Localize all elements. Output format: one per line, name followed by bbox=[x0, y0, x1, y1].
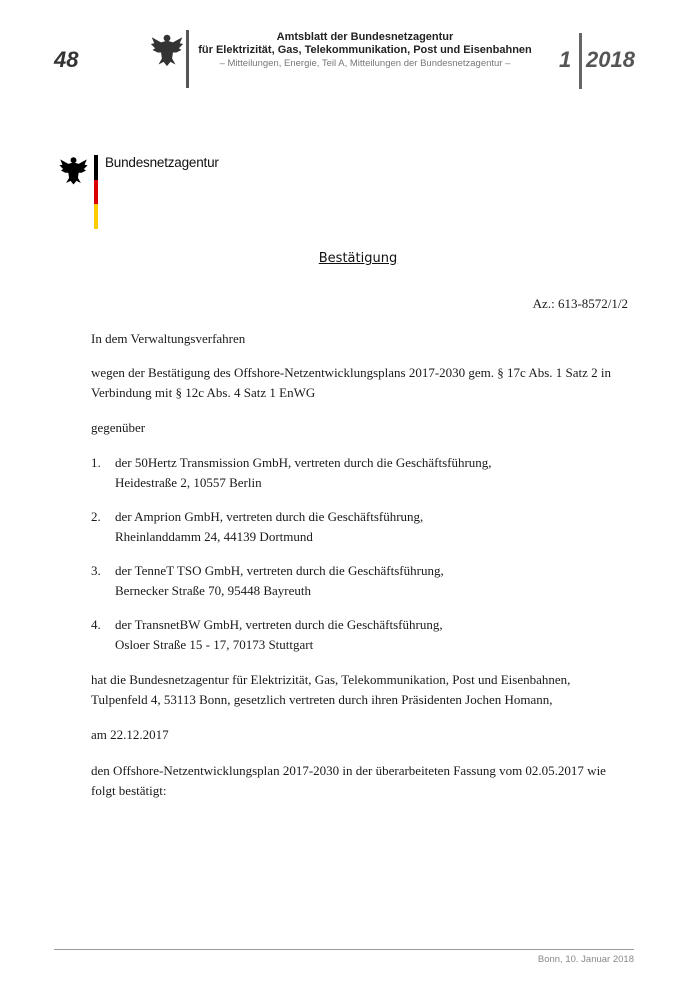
subject-text bbox=[91, 363, 621, 403]
journal-subtitle: – Mitteilungen, Energie, Teil A, Mitteilungen der Bundesnetzagentur – bbox=[219, 58, 511, 69]
issue-number: 1 bbox=[559, 47, 572, 72]
issue-divider bbox=[579, 33, 582, 89]
journal-title-line2: für Elektrizität, Gas, Telekommunikation, Post und Eisenbahnen bbox=[198, 43, 532, 56]
party-number: 1. bbox=[91, 455, 101, 470]
authority-text bbox=[91, 670, 621, 710]
party-number: 2. bbox=[91, 509, 101, 524]
page-number: 48 bbox=[54, 47, 79, 72]
flag-stripe-gold bbox=[94, 204, 98, 229]
footer-date: Bonn, 10. Januar 2018 bbox=[537, 954, 634, 965]
party-number: 3. bbox=[91, 563, 101, 578]
reference-number: Az.: 613-8572/1/2 bbox=[532, 296, 628, 311]
issue-year: 2018 bbox=[586, 47, 635, 72]
header-divider bbox=[186, 30, 189, 88]
party-name: der TenneT TSO GmbH, vertreten durch die Geschäftsführung, bbox=[115, 563, 444, 578]
party-name: der 50Hertz Transmission GmbH, vertreten durch die Geschäftsführung, bbox=[115, 455, 492, 470]
federal-eagle-icon bbox=[58, 155, 89, 186]
decision-date: am 22.12.2017 bbox=[91, 727, 169, 742]
party-address: Osloer Straße 15 - 17, 70173 Stuttgart bbox=[115, 637, 314, 652]
document-title: Bestätigung bbox=[318, 251, 398, 266]
subject-line: wegen der Bestätigung des Offshore-Netzentwicklungsplans 2017-2030 gem. § 17c Abs. 1 Satz 2 in bbox=[91, 365, 612, 380]
party-item bbox=[115, 615, 615, 655]
footer-divider bbox=[54, 949, 634, 950]
party-name: der Amprion GmbH, vertreten durch die Geschäftsführung, bbox=[115, 509, 424, 524]
subject-line: Verbindung mit § 12c Abs. 4 Satz 1 EnWG bbox=[91, 385, 316, 400]
authority-line: hat die Bundesnetzagentur für Elektrizität, Gas, Telekommunikation, Post und Eisenbahnen, bbox=[91, 672, 571, 687]
intro-text: In dem Verwaltungsverfahren bbox=[91, 331, 246, 346]
party-item bbox=[115, 453, 615, 493]
party-item bbox=[115, 507, 615, 547]
party-item bbox=[115, 561, 615, 601]
party-number: 4. bbox=[91, 617, 101, 632]
decision-line: folgt bestätigt: bbox=[91, 783, 167, 798]
flag-stripe-red bbox=[94, 180, 98, 204]
party-address: Heidestraße 2, 10557 Berlin bbox=[115, 475, 262, 490]
decision-text bbox=[91, 761, 621, 801]
federal-eagle-icon bbox=[150, 32, 184, 68]
journal-title-line1: Amtsblatt der Bundesnetzagentur bbox=[276, 31, 454, 43]
party-address: Bernecker Straße 70, 95448 Bayreuth bbox=[115, 583, 312, 598]
authority-line: Tulpenfeld 4, 53113 Bonn, gesetzlich vertreten durch ihren Präsidenten Jochen Homann, bbox=[91, 692, 553, 707]
decision-line: den Offshore-Netzentwicklungsplan 2017-2030 in der überarbeiteten Fassung vom 02.05.2017 wie bbox=[91, 763, 606, 778]
agency-logo-name: Bundesnetzagentur bbox=[105, 155, 219, 170]
party-address: Rheinlanddamm 24, 44139 Dortmund bbox=[115, 529, 313, 544]
flag-stripe-black bbox=[94, 155, 98, 180]
party-name: der TransnetBW GmbH, vertreten durch die Geschäftsführung, bbox=[115, 617, 443, 632]
journal-title bbox=[196, 31, 534, 56]
against-text: gegenüber bbox=[91, 420, 146, 435]
